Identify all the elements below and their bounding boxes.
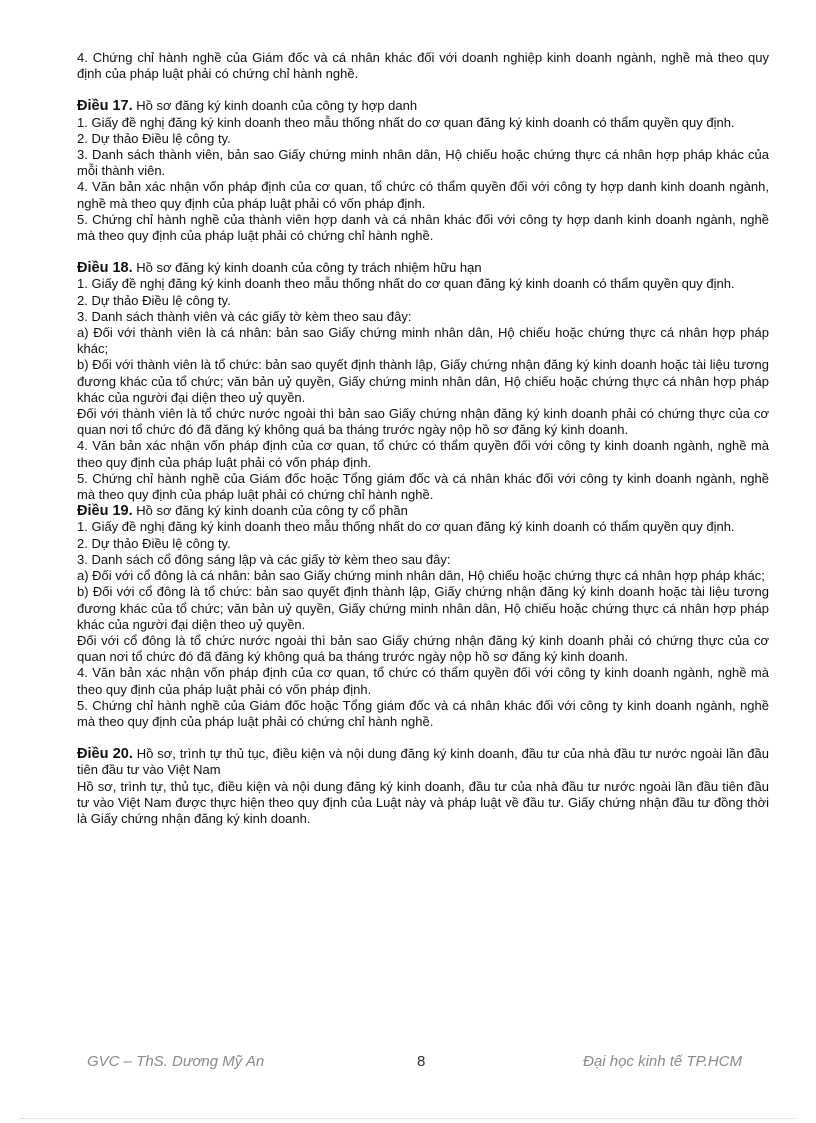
paragraph: 1. Giấy đề nghị đăng ký kinh doanh theo mẫu thống nhất do cơ quan đăng ký kinh doanh có thẩm quyền quy định. [77,276,735,292]
article-title: Hồ sơ đăng ký kinh doanh của công ty cổ phần [132,503,408,519]
paragraph: Đối với cổ đông là tổ chức nước ngoài thì bản sao Giấy chứng nhận đăng ký kinh doanh phải có chứng thực của cơ quan nơi tổ chức đó đã đăng ký không quá ba tháng trước ngày nộp hồ sơ đăng ký kinh doanh. [77,632,769,665]
article-title: Hồ sơ đăng ký kinh doanh của công ty trách nhiệm hữu hạn [132,260,482,276]
paragraph: 2. Dự thảo Điều lệ công ty. [77,292,231,308]
footer-institution: Đại học kinh tế TP.HCM [583,1053,742,1070]
paragraph: a) Đối với thành viên là cá nhân: bản sao Giấy chứng minh nhân dân, Hộ chiếu hoặc chứng thực cá nhân hợp pháp khác; [77,325,769,357]
paragraph: a) Đối với cổ đông là cá nhân: bản sao Giấy chứng minh nhân dân, Hộ chiếu hoặc chứng thực cá nhân hợp pháp khác; [77,568,765,584]
article-heading [77,260,769,276]
paragraph: 5. Chứng chỉ hành nghề của thành viên hợp danh và cá nhân khác đối với công ty hợp danh kinh doanh ngành, nghề mà theo quy định của pháp luật phải có chứng chỉ hành nghề. [77,211,769,244]
paragraph: 1. Giấy đề nghị đăng ký kinh doanh theo mẫu thống nhất do cơ quan đăng ký kinh doanh có thẩm quyền quy định. [77,114,735,130]
paragraph: b) Đối với thành viên là tổ chức: bản sao quyết định thành lập, Giấy chứng nhận đăng ký kinh doanh hoặc tài liệu tương đương khác của tổ chức; văn bản uỷ quyền, Giấy chứng minh nhân dân, Hộ chiếu hoặc chứng thực cá nhân hợp pháp khác của người đại diện theo uỷ quyền. [77,357,769,405]
paragraph: 2. Dự thảo Điều lệ công ty. [77,535,231,551]
article-number: Điều 18. [77,260,133,277]
paragraph: 1. Giấy đề nghị đăng ký kinh doanh theo mẫu thống nhất do cơ quan đăng ký kinh doanh có thẩm quyền quy định. [77,519,735,535]
footer-author: GVC – ThS. Dương Mỹ An [87,1053,265,1070]
page-bottom-divider [20,1118,796,1119]
article-number: Điều 19. [77,503,133,520]
document-body [77,50,769,827]
paragraph: 5. Chứng chỉ hành nghề của Giám đốc hoặc Tổng giám đốc và cá nhân khác đối với công ty kinh doanh ngành, nghề mà theo quy định của pháp luật phải có chứng chỉ hành nghề. [77,470,769,503]
paragraph: 4. Chứng chỉ hành nghề của Giám đốc và cá nhân khác đối với doanh nghiệp kinh doanh ngành, nghề mà theo quy định của pháp luật phải có chứng chỉ hành nghề. [77,50,769,82]
paragraph: 3. Danh sách thành viên và các giấy tờ kèm theo sau đây: [77,308,412,324]
paragraph: 5. Chứng chỉ hành nghề của Giám đốc hoặc Tổng giám đốc và cá nhân khác đối với công ty kinh doanh ngành, nghề mà theo quy định của pháp luật phải có chứng chỉ hành nghề. [77,697,769,729]
paragraph: 4. Văn bản xác nhận vốn pháp định của cơ quan, tổ chức có thẩm quyền đối với công ty kinh doanh ngành, nghề mà theo quy định của pháp luật phải có vốn pháp định. [77,438,769,470]
paragraph: 4. Văn bản xác nhận vốn pháp định của cơ quan, tổ chức có thẩm quyền đối với công ty hợp danh kinh doanh ngành, nghề mà theo quy định của pháp luật phải có vốn pháp định. [77,179,769,211]
paragraph: 3. Danh sách thành viên, bản sao Giấy chứng minh nhân dân, Hộ chiếu hoặc chứng thực cá nhân hợp pháp khác của mỗi thành viên. [77,147,769,179]
page-number: 8 [417,1053,426,1070]
paragraph-gap [77,730,769,746]
article-heading [77,746,769,778]
article-number: Điều 20. [77,746,133,763]
paragraph: 3. Danh sách cổ đông sáng lập và các giấy tờ kèm theo sau đây: [77,551,451,567]
paragraph: 4. Văn bản xác nhận vốn pháp định của cơ quan, tổ chức có thẩm quyền đối với công ty kinh doanh ngành, nghề mà theo quy định của pháp luật phải có vốn pháp định. [77,665,769,697]
paragraph-gap [77,82,769,98]
article-title: Hồ sơ đăng ký kinh doanh của công ty hợp danh [132,98,418,114]
article-heading [77,98,769,114]
article-title: Hồ sơ, trình tự thủ tục, điều kiện và nội dung đăng ký kinh doanh, đầu tư của nhà đầu tư nước ngoài lần đầu tiên đầu tư vào Việt Nam [77,746,770,778]
paragraph: b) Đối với cổ đông là tổ chức: bản sao quyết định thành lập, Giấy chứng nhận đăng ký kinh doanh hoặc tài liệu tương đương khác của tổ chức; văn bản uỷ quyền, Giấy chứng minh nhân dân, Hộ chiếu hoặc chứng thực cá nhân hợp pháp khác của người đại diện theo uỷ quyền. [77,584,769,632]
paragraph-gap [77,244,769,260]
paragraph: Đối với thành viên là tổ chức nước ngoài thì bản sao Giấy chứng nhận đăng ký kinh doanh phải có chứng thực của cơ quan nơi tổ chức đó đã đăng ký không quá ba tháng trước ngày nộp hồ sơ đăng ký kinh doanh. [77,406,769,438]
paragraph: Hồ sơ, trình tự, thủ tục, điều kiện và nội dung đăng ký kinh doanh, đầu tư của nhà đầu tư nước ngoài lần đầu tiên đầu tư vào Việt Nam được thực hiện theo quy định của Luật này và pháp luật về đầu tư. Giấy chứng nhận đầu tư đồng thời là Giấy chứng nhận đăng ký kinh doanh. [77,778,769,826]
article-number: Điều 17. [77,98,133,115]
article-heading [77,503,769,519]
paragraph: 2. Dự thảo Điều lệ công ty. [77,130,231,146]
page-footer [77,1053,742,1073]
